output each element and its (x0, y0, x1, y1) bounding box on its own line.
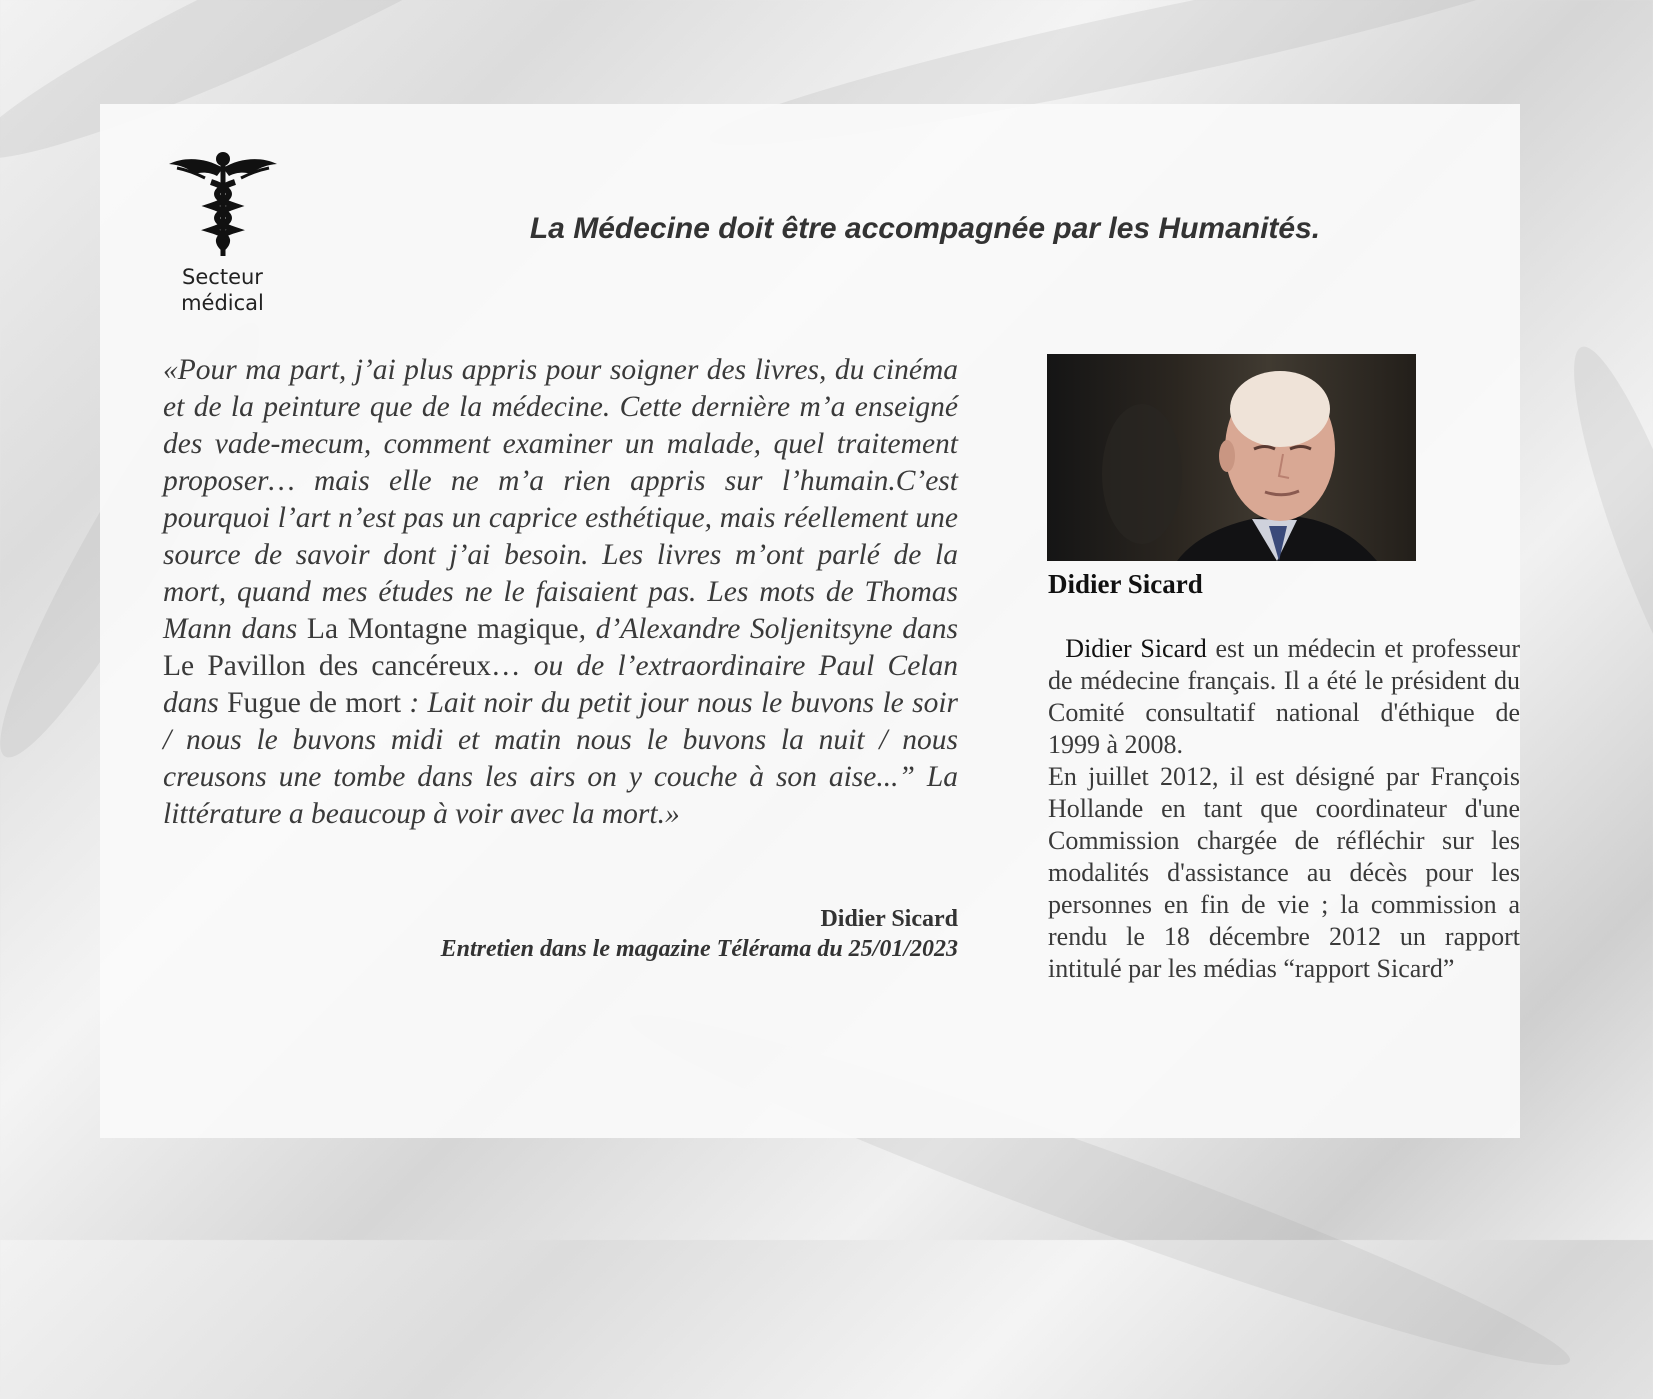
logo-label-line2: médical (181, 291, 264, 315)
bio-text: est un médecin et professeur de médecine français. Il a été le président du Comité consultatif national d'éthique de 1999 à 2008. (1048, 634, 1521, 759)
sector-logo (165, 150, 280, 316)
portrait-photo (1047, 354, 1416, 561)
quote-attribution (163, 904, 958, 964)
book-title: Le Pavillon des cancéreux… (163, 650, 521, 682)
quote-block (163, 352, 958, 833)
portrait-illustration (1047, 354, 1416, 561)
book-title: Fugue de mort (227, 687, 402, 719)
quote-text: ou de l’extraordinaire Paul Celan dans (163, 650, 958, 719)
page-title: La Médecine doit être accompagnée par les Humanités. (529, 212, 1321, 245)
bio-name: Didier Sicard (1065, 634, 1207, 663)
bio-paragraph: En juillet 2012, il est désigné par François Hollande en tant que coordinateur d'une Commission chargée de réfléchir sur les modalités d'assistance au décès pour les personnes en fin de vie ; la commission a rendu le 18 décembre 2012 un rapport intitulé par les médias “rapport Sicard” (1048, 762, 1520, 983)
biography (1048, 633, 1520, 985)
feather-decoration (1549, 335, 1653, 735)
bio-paragraph (1048, 633, 1520, 761)
logo-label-line1: Secteur (182, 265, 263, 289)
quote-text: «Pour ma part, j’ai plus appris pour soigner des livres, du cinéma et de la peinture que de la médecine. Cette dernière m’a enseigné des vade-mecum, comment examiner un malade, quel traitement proposer… mais elle ne m’a rien appris sur l’humain.C’est pourquoi l’art n’est pas un caprice esthétique, mais réellement une source de savoir dont j’ai besoin. Les livres m’ont parlé de la mort, quand mes études ne le faisaient pas. Les mots de Thomas Mann dans (163, 354, 958, 645)
caduceus-icon (167, 150, 279, 260)
quote-text: , d’Alexandre Soljenitsyne dans (578, 613, 958, 645)
logo-label (165, 264, 280, 316)
attribution-source: Entretien dans le magazine Télérama du 25/01/2023 (440, 936, 958, 962)
photo-caption: Didier Sicard (1048, 569, 1203, 599)
quote-text: : Lait noir du petit jour nous le buvons le soir / nous le buvons midi et matin nous le buvons la nuit / nous creusons une tombe dans les airs on y couche à son aise...” La littérature a beaucoup à voir avec la mort.» (163, 687, 958, 830)
book-title: La Montagne magique (306, 613, 579, 645)
attribution-name: Didier Sicard (820, 906, 958, 932)
